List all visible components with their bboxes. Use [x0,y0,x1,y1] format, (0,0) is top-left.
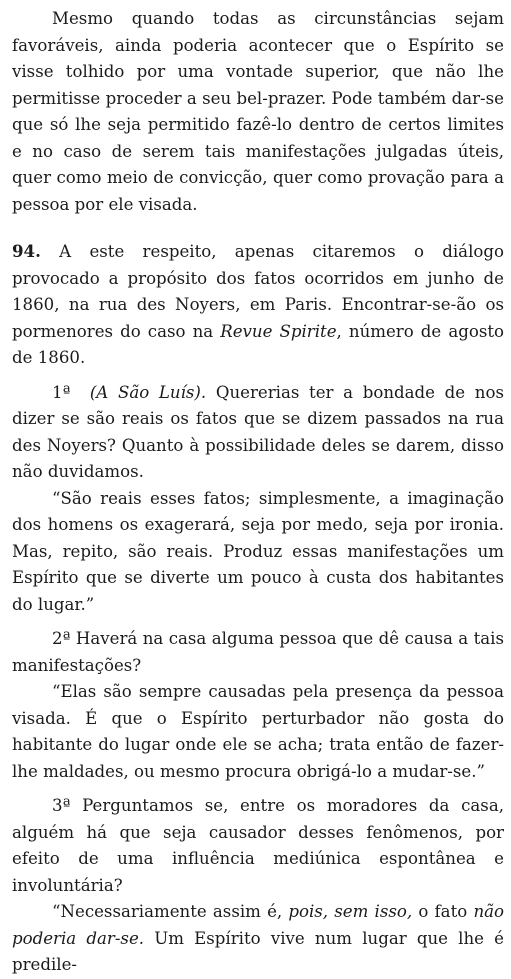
question-1-text: Quererias ter a bondade de nos dizer se são reais os fatos que se dizem passados na rua des Noyers? Quanto à possibilidade deles se darem, disso não duvidamos. [12,382,504,481]
answer-3 [12,899,504,979]
answer-3-text-c: Um Espírito vive num lugar que lhe é predile- [12,928,504,974]
question-2 [12,626,504,679]
answer-3-italic-a: pois, sem isso, [288,902,413,921]
paragraph-94-text-b: , número de agosto de 1860. [12,321,505,367]
question-3-text: Perguntamos se, entre os moradores da casa, alguém há que seja causador desses fenômenos, por efeito de uma influência mediúnica espontânea e involuntária? [12,796,504,895]
answer-2: “Elas são sempre causadas pela presença da pessoa visada. É que o Espírito perturbador não gosta do habitante do lugar onde ele se acha; trata então de fazer-lhe maldades, ou mesmo procura obrigá-lo a mudar-se.” [12,682,504,781]
question-2-text: Haverá na casa alguma pessoa que dê causa a tais manifestações? [12,629,504,675]
answer-1: “São reais esses fatos; simplesmente, a imaginação dos homens os exagerará, seja por medo, seja por ironia. Mas, repito, são reais. Produz essas manifestações um Espírito que se diverte um pouco à custa dos habitantes do lugar.” [12,488,504,614]
question-1-number: 1ª [52,382,71,402]
answer-3-text-a: “Necessariamente assim é, [52,902,289,921]
journal-title: Revue Spirite [220,321,337,341]
page-body [12,6,504,979]
question-2-number: 2ª [52,629,71,648]
paragraph-intro: Mesmo quando todas as circunstâncias sejam favoráveis, ainda poderia acontecer que o Espírito se visse tolhido por uma vontade superior, que não lhe permitisse proceder a seu bel-prazer. Pode também dar-se que só lhe seja permitido fazê-lo dentro de certos limites e no caso de serem tais manifestações julgadas úteis, quer como meio de convicção, quer como provação para a pessoa por ele visada. [12,9,504,214]
question-3 [12,793,504,899]
question-1-addressee: (A São Luís). [89,382,207,402]
section-number: 94. [12,241,41,261]
paragraph-94 [12,238,504,372]
answer-3-text-b: o fato [412,902,474,921]
answer-3-italic-b: não poderia dar-se. [12,902,505,948]
question-3-number: 3ª [52,796,71,815]
question-1 [12,380,504,486]
paragraph-94-text-a: A este respeito, apenas citaremos o diálogo provocado a propósito dos fatos ocorridos em junho de 1860, na rua des Noyers, em Paris. Encontrar-se-ão os pormenores do caso na [12,242,504,341]
